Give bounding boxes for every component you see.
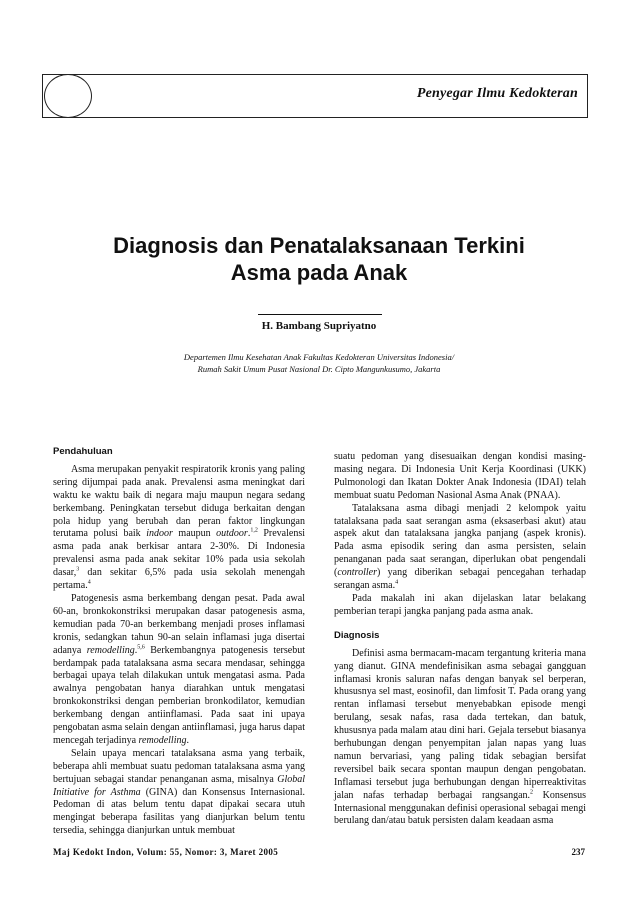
- citation-ref: 4: [395, 579, 399, 586]
- citation-ref: 3: [76, 566, 80, 573]
- left-column: [53, 446, 305, 838]
- affiliation-line-1: Departemen Ilmu Kesehatan Anak Fakultas Kedokteran Universitas Indonesia/: [183, 352, 455, 362]
- paragraph: Pada makalah ini akan dijelaskan latar belakang pemberian terapi jangka panjang pada asma anak.: [334, 592, 586, 617]
- paragraph: Tatalaksana asma dibagi menjadi 2 kelompok yaitu tatalaksana pada saat serangan asma (eksaserbasi akut) atau aspek akut dan tatalaksana jangka panjang (aspek kronis). Pada asma episodik sering dan asma persisten, selain penanganan pada saat serangan, diperlukan obat pengendali (controller) yang diberikan sebagai pencegahan terhadap serangan asma.$^4$: [334, 502, 586, 592]
- title-divider: [258, 314, 382, 315]
- citation-ref: 4: [87, 579, 91, 586]
- article-title: [60, 232, 578, 286]
- citation-ref: 5,6: [137, 644, 145, 651]
- author-name: H. Bambang Supriyatno: [261, 320, 377, 332]
- citation-ref: 1,2: [250, 528, 258, 535]
- paragraph: suatu pedoman yang disesuaikan dengan kondisi masing-masing negara. Di Indonesia Unit Kerja Koordinasi (UKK) Pulmonologi dan Ikatan Dokter Anak Indonesia (IDAI) telah membuat suatu Pedoman Nasional Asma Anak (PNAA).: [334, 451, 586, 501]
- section-heading-diagnosis: Diagnosis: [334, 629, 380, 641]
- header-circle-ornament: [44, 74, 92, 118]
- paragraph: Selain upaya mencari tatalaksana asma yang terbaik, beberapa ahli membuat suatu pedoman tatalaksana asma yang bertujuan sebagai standar penanganan asma, misalnya Global Initiative for Asthma (GINA) dan Konsensus Internasional. Pedoman di atas belum tentu dapat dipakai secara utuh mengingat beberapa fasilitas yang dianjurkan belum tentu tersedia, sehingga dianjurkan untuk membuat: [53, 747, 305, 837]
- page-number: 237: [571, 847, 585, 857]
- affiliation-line-2: Rumah Sakit Umum Pusat Nasional Dr. Cipto Mangunkusumo, Jakarta: [197, 364, 441, 374]
- article-title-line-2: Asma pada Anak: [230, 260, 408, 285]
- right-column: [334, 451, 586, 828]
- journal-section-title: Penyegar Ilmu Kedokteran: [416, 86, 578, 101]
- article-title-line-1: Diagnosis dan Penatalaksanaan Terkini: [113, 233, 525, 258]
- section-heading-pendahuluan: Pendahuluan: [53, 446, 113, 457]
- footer-citation: Maj Kedokt Indon, Volum: 55, Nomor: 3, Maret 2005: [53, 847, 279, 857]
- author-affiliation: [80, 351, 558, 375]
- paragraph: Asma merupakan penyakit respiratorik kronis yang paling sering dijumpai pada anak. Prevalensi asma meningkat dari waktu ke waktu baik di negara maju maupun negara sedang berkembang. Peningkatan tersebut diduga berkaitan dengan pola hidup yang berubah dan peran faktor lingkungan terutama polusi baik indoor maupun outdoor.$^{1,2}$ Prevalensi asma pada anak berkisar antara 2-30%. Di Indonesia prevalensi asma pada anak sekitar 10% pada usia sekolah dasar,$^3$ dan sekitar 6,5% pada usia sekolah menengah pertama.$^4$: [53, 463, 306, 592]
- paragraph: Definisi asma bermacam-macam tergantung kriteria mana yang dianut. GINA mendefinisikan asma sebagai gangguan inflamasi kronis saluran nafas dengan banyak sel berperan, khususnya sel mast, eosinofil, dan limfosit T. Pada orang yang rentan inflamasi tersebut menyebabkan episode mengi berulang, sesak nafas, rasa dada tertekan, dan batuk, khususnya pada malam atau dini hari. Gejala tersebut biasanya berhubungan dengan penyempitan jalan napas yang luas namun bervariasi, yang paling tidak sebagian bersifat reversibel baik secara spontan maupun dengan pengobatan. Inflamasi tersebut juga berhubungan dengan hiperreaktivitas jalan nafas terhadap berbagai rangsangan.$^2$ Konsensus Internasional menggunakan definisi operasional sebagai mengi berulang dan/atau batuk persisten dalam keadaan asma: [334, 647, 586, 827]
- paragraph: Patogenesis asma berkembang dengan pesat. Pada awal 60-an, bronkokonstriksi merupakan dasar patogenesis asma, kemudian pada 70-an berkembang menjadi proses inflamasi kronis, sedangkan tahun 90-an selain inflamasi juga disertai adanya remodelling.$^{5,6}$ Berkembangnya patogenesis tersebut berdampak pada tatalaksana asma secara mendasar, sehingga berbagai upaya telah dilakukan untuk mengatasi asma. Pada awalnya pengobatan hanya diarahkan untuk mengatasi bronkokonstriksi dengan pemberian bronkodilator, kemudian berkembang dengan antiinflamasi. Pada saat ini upaya pengobatan asma selain dengan antiinflamasi, juga harus dapat mencegah terjadinya remodelling.: [53, 592, 305, 746]
- citation-ref: 2: [530, 789, 534, 796]
